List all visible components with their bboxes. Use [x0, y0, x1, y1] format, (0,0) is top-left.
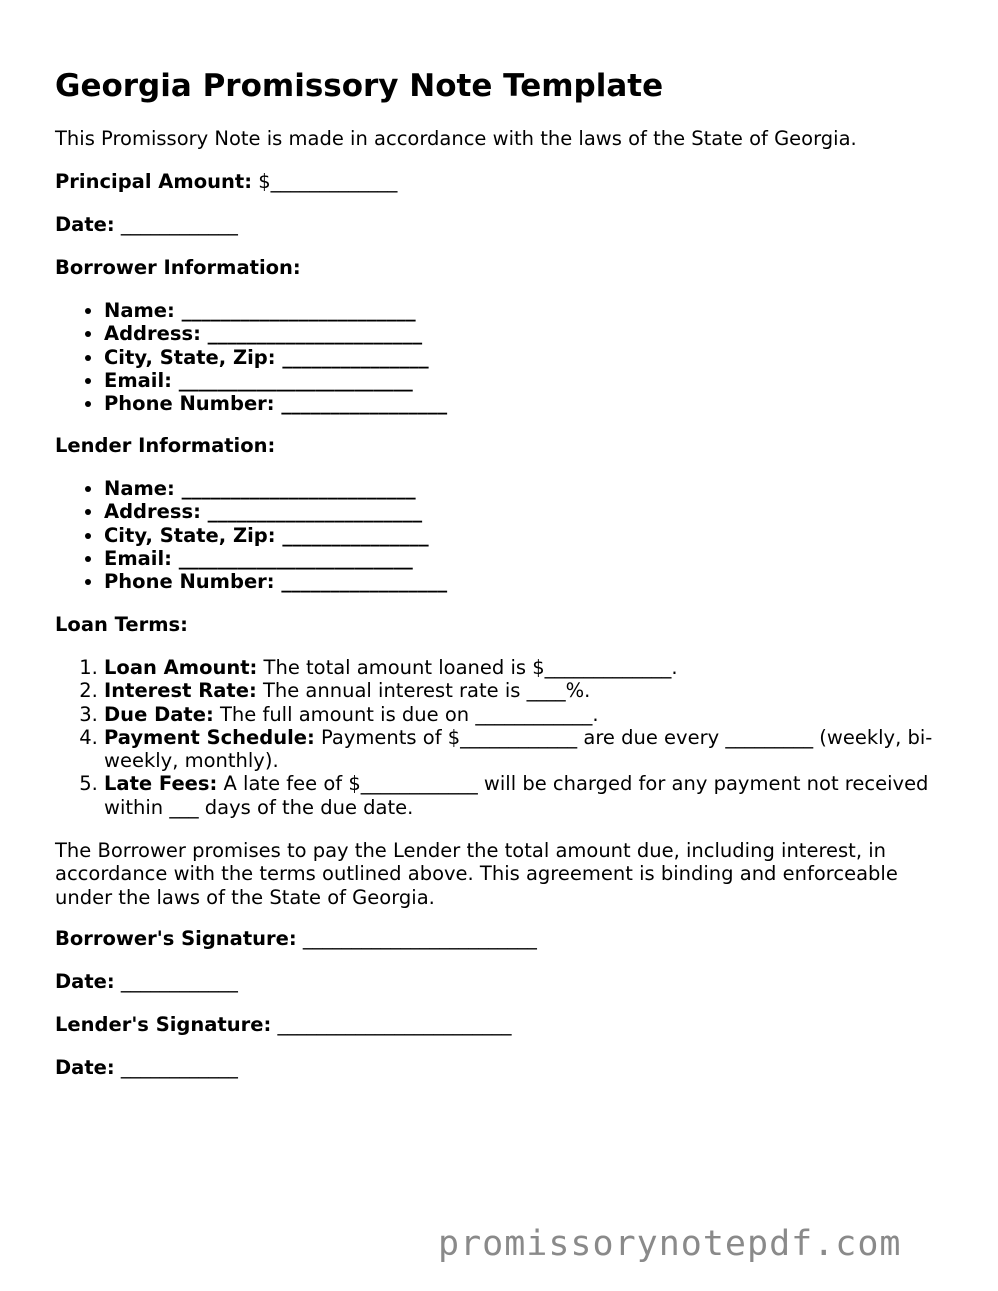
term-text: The full amount is due on ____________. — [219, 702, 599, 726]
lender-date-line — [55, 1056, 238, 1079]
field-label: Name: — [104, 477, 175, 500]
term-text: Payments of $____________ are due every _________ (weekly, bi-weekly, monthly). — [104, 725, 933, 773]
list-item — [104, 703, 944, 726]
list-item — [104, 524, 447, 547]
list-item — [104, 570, 447, 593]
lender-list — [55, 477, 447, 593]
field-blank: ______________________ — [207, 322, 423, 346]
intro-text: This Promissory Note is made in accordance with the laws of the State of Georgia. — [55, 127, 857, 150]
list-item — [104, 392, 447, 415]
field-blank: _________________ — [281, 570, 448, 594]
signature-blank: ________________________ — [302, 927, 537, 950]
field-label: Phone Number: — [104, 392, 275, 416]
field-blank: ______________________ — [207, 500, 423, 524]
date-line — [55, 213, 238, 236]
date-label: Date: — [55, 213, 115, 236]
loan-terms-heading: Loan Terms: — [55, 613, 188, 636]
date-blank: ____________ — [120, 1056, 238, 1079]
list-item — [104, 656, 944, 679]
field-label: Email: — [104, 546, 172, 570]
field-blank: _______________ — [282, 523, 429, 547]
field-label: Email: — [104, 368, 172, 392]
field-label: Name: — [104, 299, 175, 322]
closing-paragraph: The Borrower promises to pay the Lender the total amount due, including interest, in accordance with the terms outlined above. This agreement is binding and enforceable under the laws of the State of Georgia. — [55, 839, 898, 909]
list-item — [104, 772, 944, 819]
signature-label: Borrower's Signature: — [55, 927, 297, 950]
principal-amount-line — [55, 170, 397, 193]
term-label: Loan Amount: — [104, 656, 258, 679]
borrower-signature-line — [55, 927, 537, 950]
field-blank: ________________________ — [181, 299, 416, 322]
field-label: Phone Number: — [104, 570, 275, 594]
list-item — [104, 726, 944, 773]
term-text: The total amount loaned is $_____________. — [263, 656, 678, 679]
field-label: City, State, Zip: — [104, 345, 276, 369]
principal-amount-label: Principal Amount: — [55, 170, 252, 193]
list-item — [104, 322, 447, 345]
list-item — [104, 547, 447, 570]
field-blank: ________________________ — [181, 477, 416, 500]
signature-label: Lender's Signature: — [55, 1013, 272, 1036]
borrower-date-line — [55, 970, 238, 993]
term-label: Payment Schedule: — [104, 725, 315, 749]
term-label: Interest Rate: — [104, 679, 257, 703]
term-text: A late fee of $____________ will be charged for any payment not received within ___ days of the due date. — [104, 772, 929, 819]
date-blank: ____________ — [120, 213, 238, 236]
lender-signature-line — [55, 1013, 511, 1036]
loan-terms-list — [55, 656, 944, 819]
date-label: Date: — [55, 1056, 115, 1079]
term-label: Due Date: — [104, 702, 214, 726]
list-item — [104, 369, 447, 392]
principal-amount-blank: $_____________ — [258, 170, 398, 193]
site-watermark: promissorynotepdf.com — [438, 1224, 902, 1264]
term-text: The annual interest rate is ____%. — [262, 679, 591, 703]
date-label: Date: — [55, 970, 115, 993]
list-item — [104, 500, 447, 523]
field-label: Address: — [104, 322, 201, 346]
field-blank: _______________ — [282, 345, 429, 369]
list-item — [104, 679, 944, 702]
field-blank: ________________________ — [178, 546, 413, 570]
list-item — [104, 346, 447, 369]
field-label: City, State, Zip: — [104, 523, 276, 547]
date-blank: ____________ — [120, 970, 238, 993]
borrower-list — [55, 299, 447, 415]
list-item — [104, 299, 447, 322]
borrower-heading: Borrower Information: — [55, 256, 301, 279]
page-title: Georgia Promissory Note Template — [55, 68, 664, 104]
term-label: Late Fees: — [104, 772, 218, 796]
field-label: Address: — [104, 500, 201, 524]
field-blank: ________________________ — [178, 368, 413, 392]
field-blank: _________________ — [281, 392, 448, 416]
list-item — [104, 477, 447, 500]
signature-blank: ________________________ — [277, 1013, 512, 1036]
lender-heading: Lender Information: — [55, 434, 276, 457]
